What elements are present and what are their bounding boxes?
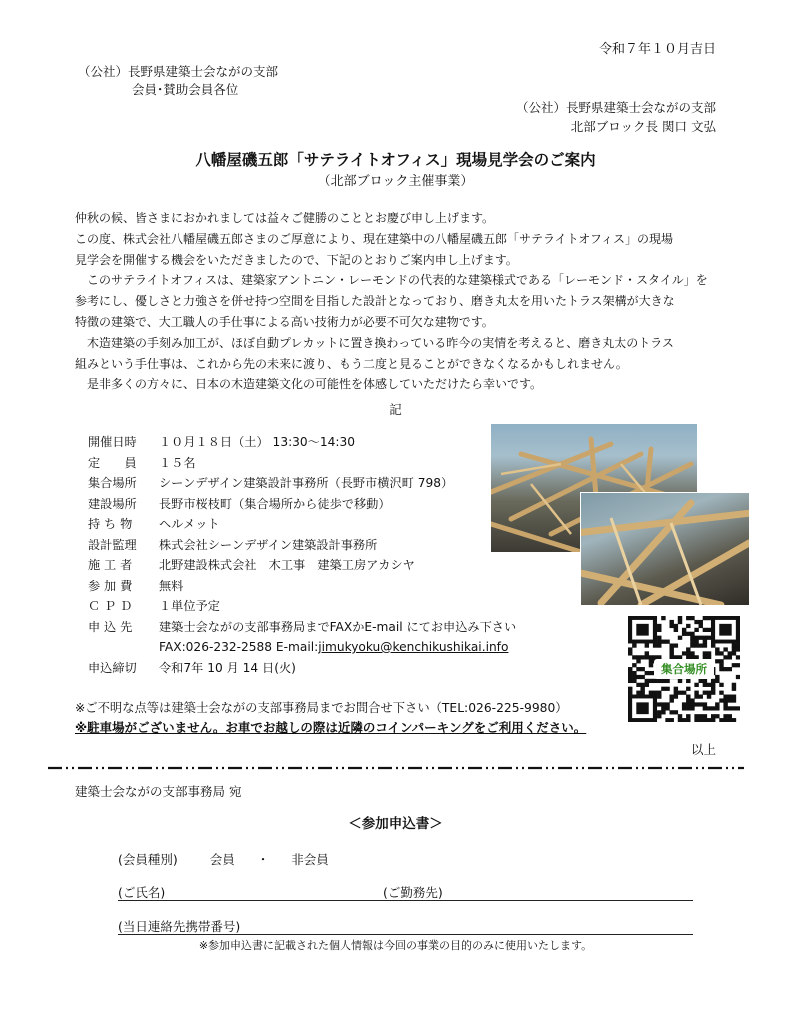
detail-row-meeting-place (88, 473, 516, 494)
workplace-label: (ご勤務先) (383, 885, 443, 900)
inquiry-note: ※ご不明な点等は建築士会ながの支部事務局までお問合せ下さい（TEL:026-225-9980） (75, 701, 568, 715)
detail-row-contractor (88, 555, 516, 576)
construction-photo-2 (580, 492, 750, 606)
sender-organization: （公社）長野県建築士会ながの支部 (515, 100, 716, 115)
document-subtitle: （北部ブロック主催事業） (317, 174, 474, 189)
ki-heading: 記 (389, 402, 402, 417)
workplace-field[interactable] (383, 883, 443, 901)
member-option[interactable]: 会員 (209, 852, 235, 867)
detail-label: 設計監理 (88, 537, 137, 552)
non-member-option[interactable]: 非会員 (291, 852, 329, 867)
detail-row-deadline (88, 658, 516, 679)
sender-name: 北部ブロック長 関口 文弘 (570, 119, 716, 134)
body-line: 特徴の建築で、大工職人の手仕事による高い技術力が必要不可欠な建物です。 (75, 314, 494, 329)
detail-value: １５名 (159, 455, 196, 470)
body-line: 木造建築の手刻み加工が、ほぼ自動プレカットに置き換わっている昨今の実情を考えると、磨き丸太のトラス (75, 335, 674, 350)
detail-row-date (88, 432, 516, 453)
body-line: 組みという手仕事は、これから先の未来に渡り、もう二度と見ることができなくなるかもしれません。 (75, 356, 628, 371)
detail-row-belongings (88, 514, 516, 535)
fax-text: FAX:026-232-2588 E-mail: (159, 640, 319, 654)
member-type-label: (会員種別) (118, 852, 178, 867)
body-line: このサテライトオフィスは、建築家アントニン・レーモンドの代表的な建築様式である「レーモンド・スタイル」を (75, 273, 708, 288)
detail-label: 集合場所 (88, 476, 137, 490)
detail-row-apply-to (88, 617, 516, 638)
name-label: (ご氏名) (118, 885, 166, 900)
form-recipient: 建築士会ながの支部事務局 宛 (75, 784, 242, 799)
detail-row-fee (88, 576, 516, 597)
option-separator: ・ (256, 852, 270, 867)
event-details (88, 432, 516, 678)
detail-value: 建築士会ながの支部事務局までFAXかE-mail にてお申込み下さい (159, 619, 517, 634)
body-line: 参考にし、優しさと力強さを併せ持つ空間を目指した設計となっており、磨き丸太を用いたトラス架構が大きな (75, 294, 675, 309)
detail-row-cpd (88, 596, 516, 617)
detail-label: 申 込 先 (88, 619, 133, 634)
body-line: 是非多くの方々に、日本の木造建築文化の可能性を体感していただけたら幸いです。 (75, 377, 543, 392)
form-title: ＜参加申込書＞ (348, 816, 443, 832)
qr-code[interactable] (628, 616, 740, 722)
detail-label: 開催日時 (88, 435, 137, 449)
email-link[interactable]: jimukyoku@kenchikushikai.info (318, 640, 509, 654)
detail-value: シーンデザイン建築設計事務所（長野市横沢町 798） (159, 476, 454, 490)
phone-field[interactable] (118, 917, 693, 935)
body-line: この度、株式会社八幡屋磯五郎さまのご厚意により、現在建築中の八幡屋磯五郎「サテライトオフィス」の現場 (75, 231, 673, 246)
qr-label: 集合場所 (654, 659, 714, 679)
detail-value: １０月１８日（土） 13:30～14:30 (159, 435, 355, 449)
detail-label: 参 加 費 (88, 578, 133, 593)
detail-row-site (88, 494, 516, 515)
detail-value: 無料 (159, 578, 184, 593)
addressee-organization: （公社）長野県建築士会ながの支部 (78, 64, 279, 79)
detail-label: 申込締切 (88, 660, 137, 675)
detail-row-design (88, 535, 516, 556)
detail-label: Ｃ Ｐ Ｄ (88, 599, 133, 613)
member-type-field[interactable] (118, 850, 329, 868)
detail-value: １単位予定 (159, 599, 220, 613)
document-title: 八幡屋磯五郎「サテライトオフィス」現場見学会のご案内 (195, 151, 596, 169)
detail-value: 株式会社シーンデザイン建築設計事務所 (159, 537, 378, 552)
cut-line (48, 766, 744, 770)
detail-value: 令和7年 10 月 14 日(火) (159, 660, 296, 675)
detail-value: 長野市桜枝町（集合場所から徒歩で移動） (159, 496, 391, 511)
privacy-note: ※参加申込書に記載された個人情報は今回の事業の目的のみに使用いたします。 (198, 939, 593, 952)
detail-row-capacity (88, 453, 516, 474)
detail-value: 北野建設株式会社 木工事 建築工房アカシヤ (159, 558, 415, 572)
closing-ijo: 以上 (690, 742, 716, 757)
body-line: 仲秋の候、皆さまにおかれましては益々ご健勝のこととお慶び申し上げます。 (75, 211, 495, 225)
detail-label: 定 員 (88, 455, 137, 470)
detail-label: 施 工 者 (88, 558, 133, 572)
detail-value: ヘルメット (159, 517, 220, 531)
addressee-members: 会員･賛助会員各位 (132, 82, 239, 97)
detail-label: 持 ち 物 (88, 517, 133, 531)
phone-label: (当日連絡先携帯番号) (118, 919, 241, 934)
body-line: 見学会を開催する機会をいただきましたので、下記のとおりご案内申し上げます。 (75, 252, 518, 267)
parking-note: ※駐車場がございません。お車でお越しの際は近隣のコインパーキングをご利用ください。 (75, 720, 587, 735)
detail-label: 建設場所 (88, 496, 137, 511)
detail-row-contact (88, 637, 516, 658)
body-text (75, 208, 725, 395)
document-date: 令和７年１０月吉日 (598, 42, 716, 57)
